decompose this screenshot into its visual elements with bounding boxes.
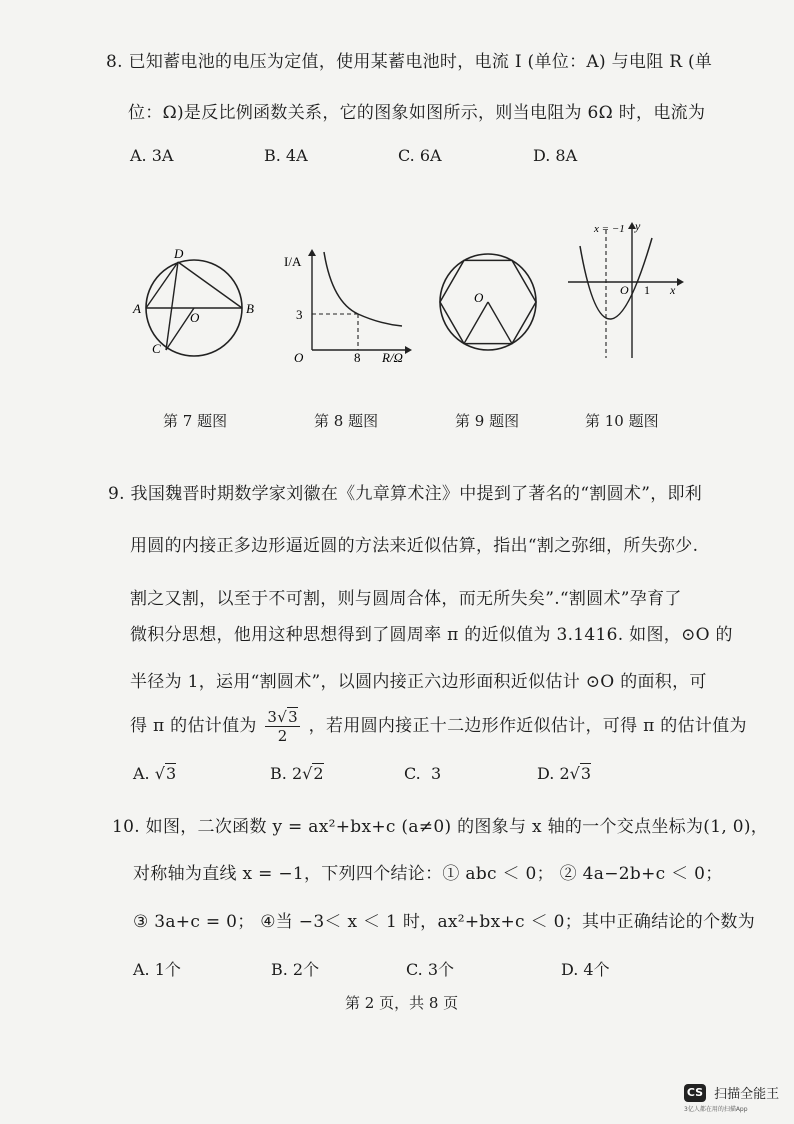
- q10-line-1: 10. 如图，二次函数 y = ax²+bx+c (a≠0) 的图象与 x 轴的一个交点坐标为(1, 0)，: [112, 817, 769, 837]
- fig8-curve: [324, 252, 402, 326]
- figure-8-inverse-graph: [282, 244, 422, 366]
- fig7-label-o: O: [190, 310, 200, 325]
- q9-option-c: [404, 764, 441, 783]
- q9-line-3: 割之又割，以至于不可割，则与圆周合体，而无所失矣”.“割圆术”孕育了: [130, 589, 682, 609]
- scanner-logo-name: 扫描全能王: [714, 1087, 780, 1102]
- fig10-root-label: 1: [644, 283, 650, 297]
- fig7-caption: 第 7 题图: [163, 412, 228, 430]
- q10-line-2: 对称轴为直线 x = −1，下列四个结论：① abc ＜ 0； ② 4a−2b+c ＜ 0；: [133, 864, 723, 884]
- fig10-axis-label: x = −1: [594, 223, 625, 235]
- fig9-radius-right: [488, 302, 512, 344]
- q8-line-1: 8. 已知蓄电池的电压为定值，使用某蓄电池时，电流 I (单位：A) 与电阻 R (单: [106, 52, 713, 72]
- fig8-y-label: I/A: [284, 254, 302, 269]
- fig8-y-tick: 3: [296, 307, 303, 322]
- q9-line-6: [130, 708, 747, 745]
- q10-line-3: ③ 3a+c = 0； ④当 −3＜ x ＜ 1 时，ax²+bx+c ＜ 0；其中正确结论的个数为: [133, 912, 755, 932]
- q9-option-b-label: B.: [270, 764, 287, 783]
- q9-fraction-denominator: 2: [277, 727, 288, 745]
- q8-option-b: B. 4A: [264, 146, 308, 165]
- q10-option-d: D. 4个: [561, 960, 610, 979]
- q9-option-a-label: A.: [133, 764, 150, 783]
- scanner-logo-tagline: 3亿人都在用的扫描App: [684, 1106, 748, 1113]
- figure-7-circle-diagram: [128, 240, 268, 370]
- fig8-x-tick: 8: [354, 350, 361, 365]
- q9-line-1: 9. 我国魏晋时期数学家刘徽在《九章算术注》中提到了著名的“割圆术”，即利: [108, 484, 703, 504]
- fig10-x-arrow: [677, 278, 684, 286]
- q9-line-6-prefix: 得 π 的估计值为: [130, 716, 257, 736]
- q10-option-b: B. 2个: [271, 960, 320, 979]
- scanner-logo-badge: CS: [684, 1084, 706, 1102]
- fig10-x-label: x: [670, 283, 676, 297]
- fig8-origin-label: O: [294, 350, 304, 365]
- q9-line-5: 半径为 1，运用“割圆术”，以圆内接正六边形面积近似估计 ⊙O 的面积，可: [130, 672, 707, 692]
- q9-option-b-coef: 2: [291, 764, 303, 783]
- fig9-label-o: O: [474, 290, 484, 305]
- fig9-radius-left: [464, 302, 488, 344]
- q9-option-b: B. 2√2: [270, 764, 324, 783]
- q9-numerator-radicand: 3: [288, 708, 298, 726]
- fig9-caption: 第 9 题图: [455, 412, 520, 430]
- q9-option-c-label: C.: [404, 764, 421, 783]
- q8-option-a: A. 3A: [130, 146, 174, 165]
- q9-option-a-radicand: 3: [165, 764, 177, 783]
- q9-line-6-suffix: ，若用圆内接正十二边形作近似估计，可得 π 的估计值为: [308, 716, 747, 736]
- fig7-label-b: B: [246, 301, 254, 316]
- fig7-chord-db: [178, 262, 242, 308]
- q9-option-d: D. 2√3: [537, 764, 592, 783]
- q8-line-2: 位：Ω)是反比例函数关系，它的图象如图所示，则当电阻为 6Ω 时，电流为: [128, 103, 706, 123]
- fig10-y-label: y: [635, 219, 641, 233]
- fig10-caption: 第 10 题图: [585, 412, 659, 430]
- q9-numerator-coef: 3: [267, 708, 278, 726]
- q9-option-d-label: D.: [537, 764, 555, 783]
- q9-option-c-value: 3: [430, 764, 442, 783]
- fig8-x-arrow: [405, 346, 412, 354]
- q8-option-d: D. 8A: [533, 146, 578, 165]
- figure-9-hexagon-in-circle: [432, 244, 542, 360]
- q10-option-a: A. 1个: [133, 960, 181, 979]
- fig7-label-c: C: [152, 341, 161, 356]
- fig7-label-a: A: [133, 301, 141, 316]
- page-footer: 第 2 页，共 8 页: [345, 994, 459, 1012]
- q8-option-c: C. 6A: [398, 146, 442, 165]
- fig10-origin-label: O: [620, 283, 629, 297]
- q9-option-b-radicand: 2: [313, 764, 324, 783]
- fig7-chord-dc: [166, 262, 178, 350]
- fig7-label-d: D: [174, 246, 184, 261]
- q9-fraction-numerator: 3√3: [267, 708, 298, 726]
- q10-option-c: C. 3个: [406, 960, 455, 979]
- q9-option-d-coef: 2: [559, 764, 570, 783]
- fig8-x-label: R/Ω: [382, 350, 403, 365]
- fig8-y-arrow: [308, 249, 316, 256]
- figure-10-parabola: [562, 218, 692, 366]
- q9-option-d-radicand: 3: [580, 764, 592, 783]
- q9-fraction: [265, 708, 300, 745]
- q9-option-a: A. √3: [133, 764, 177, 783]
- fig8-caption: 第 8 题图: [314, 412, 379, 430]
- q9-line-4: 微积分思想，他用这种思想得到了圆周率 π 的近似值为 3.1416. 如图，⊙O 的: [130, 625, 733, 645]
- fig10-parabola-curve: [580, 238, 652, 319]
- q9-line-2: 用圆的内接正多边形逼近圆的方法来近似估算，指出“割之弥细，所失弥少.: [130, 536, 699, 556]
- scanner-watermark: [684, 1082, 779, 1113]
